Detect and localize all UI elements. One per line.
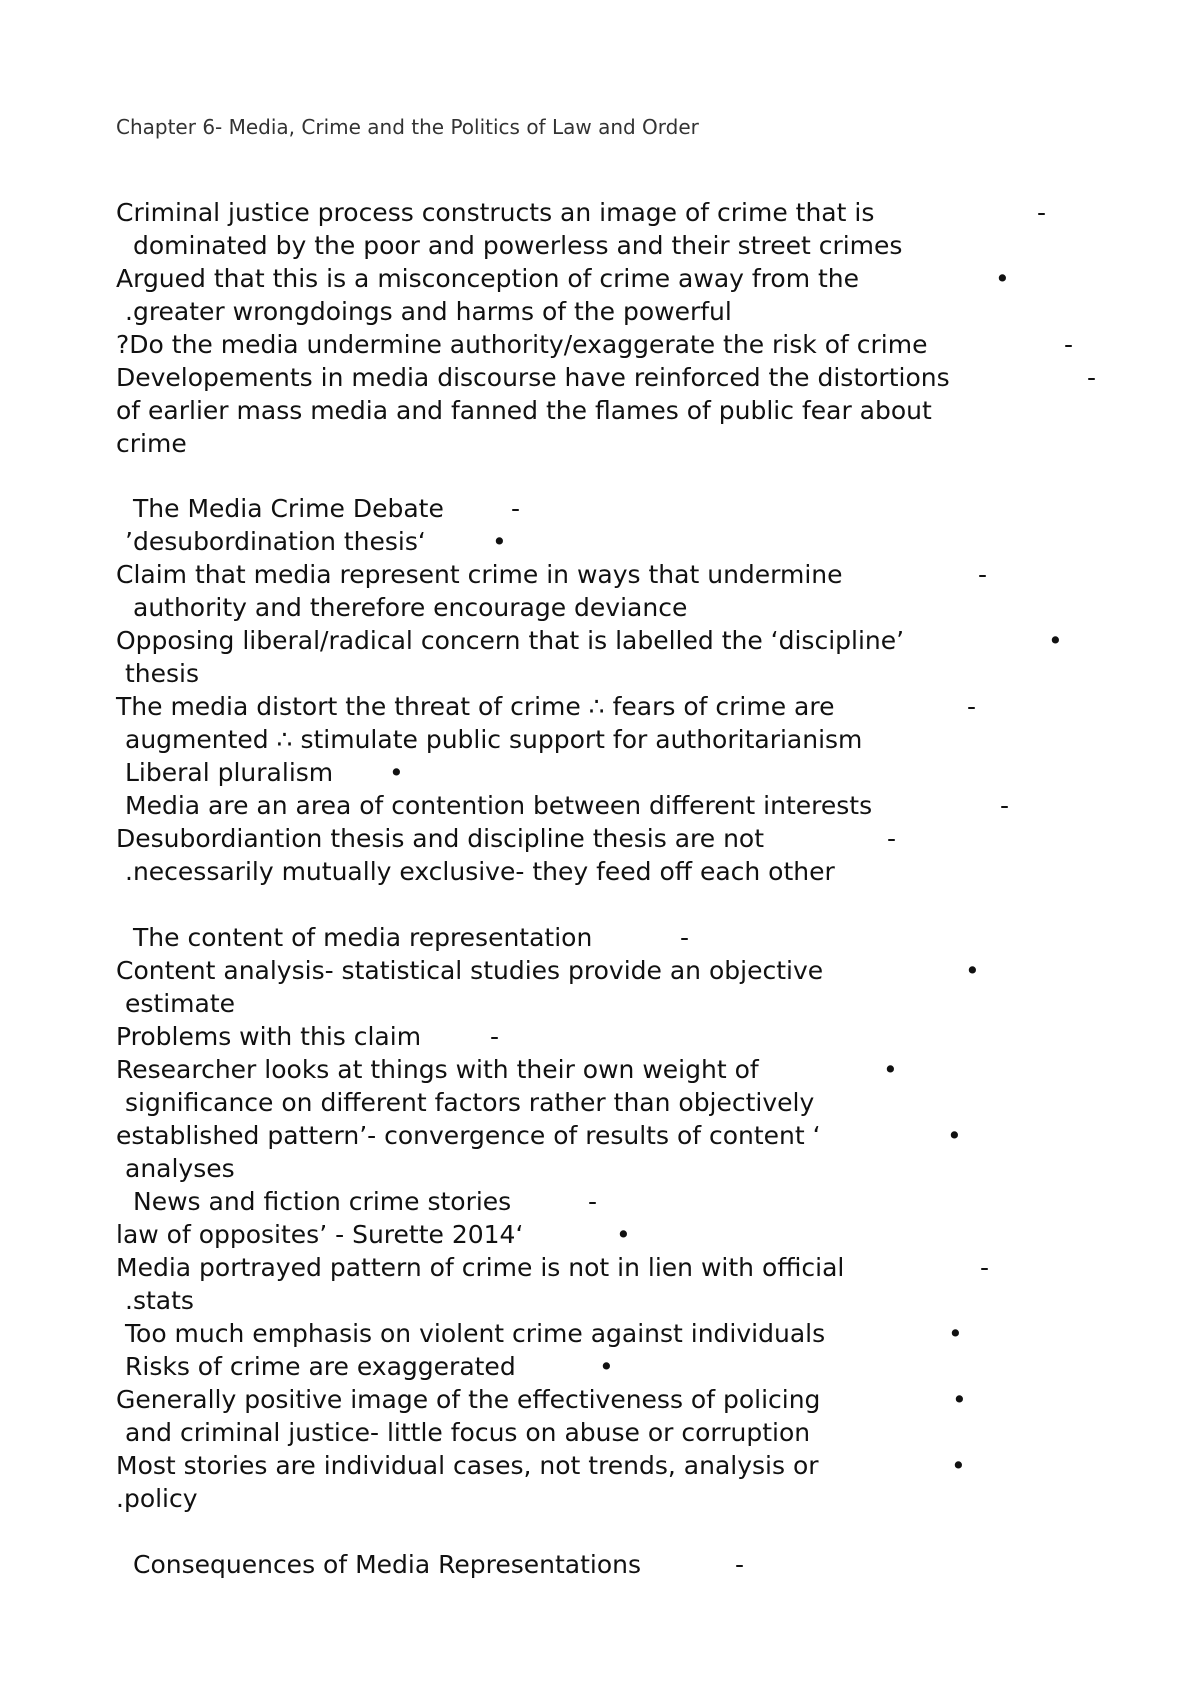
dash-marker: - [1037, 198, 1047, 227]
text-line: analyses [125, 1154, 235, 1183]
text-line: ’desubordination thesis‘ [125, 527, 426, 556]
text-line: and criminal justice- little focus on abuse or corruption [125, 1418, 811, 1447]
text-line: Problems with this claim [116, 1022, 422, 1051]
bullet-marker: • [883, 1055, 898, 1084]
dash-marker: - [967, 692, 977, 721]
dash-marker: - [1064, 330, 1074, 359]
dash-marker: - [490, 1022, 500, 1051]
dash-marker: - [735, 1550, 745, 1579]
bullet-marker: • [965, 956, 980, 985]
text-line: Criminal justice process constructs an image of crime that is [116, 198, 875, 227]
bullet-marker: • [948, 1319, 963, 1348]
text-line: of earlier mass media and fanned the flames of public fear about [116, 396, 932, 425]
section-heading: News and fiction crime stories [133, 1187, 512, 1216]
text-line: Opposing liberal/radical concern that is labelled the ‘discipline’ [116, 626, 905, 655]
text-line: crime [116, 429, 187, 458]
bullet-marker: • [599, 1352, 614, 1381]
text-line: .policy [116, 1484, 198, 1513]
text-line: Claim that media represent crime in ways that undermine [116, 560, 843, 589]
section-heading: Consequences of Media Representations [133, 1550, 642, 1579]
text-line: dominated by the poor and powerless and their street crimes [133, 231, 903, 260]
bullet-marker: • [947, 1121, 962, 1150]
text-line: Media portrayed pattern of crime is not in lien with official [116, 1253, 845, 1282]
text-line: augmented ∴ stimulate public support for authoritarianism [125, 725, 863, 754]
text-line: Risks of crime are exaggerated [125, 1352, 516, 1381]
chapter-heading: Chapter 6- Media, Crime and the Politics of Law and Order [116, 115, 699, 139]
bullet-marker: • [389, 758, 404, 787]
text-line: Desubordiantion thesis and discipline thesis are not [116, 824, 765, 853]
bullet-marker: • [1048, 626, 1063, 655]
text-line: Content analysis- statistical studies provide an objective [116, 956, 824, 985]
text-line: Developements in media discourse have reinforced the distortions [116, 363, 950, 392]
text-line: established pattern’- convergence of results of content ‘ [116, 1121, 821, 1150]
dash-marker: - [980, 1253, 990, 1282]
bullet-marker: • [995, 264, 1010, 293]
bullet-marker: • [616, 1220, 631, 1249]
text-line: Media are an area of contention between different interests [125, 791, 873, 820]
dash-marker: - [978, 560, 988, 589]
text-line: Argued that this is a misconception of crime away from the [116, 264, 860, 293]
text-line: Generally positive image of the effectiveness of policing [116, 1385, 821, 1414]
bullet-marker: • [492, 527, 507, 556]
dash-marker: - [511, 494, 521, 523]
bullet-marker: • [951, 1451, 966, 1480]
text-line: ?Do the media undermine authority/exaggerate the risk of crime [116, 330, 928, 359]
text-line: authority and therefore encourage deviance [133, 593, 688, 622]
dash-marker: - [1000, 791, 1010, 820]
section-heading: The content of media representation [133, 923, 593, 952]
text-line: Researcher looks at things with their own weight of [116, 1055, 759, 1084]
text-line: Liberal pluralism [125, 758, 334, 787]
text-line: Most stories are individual cases, not trends, analysis or [116, 1451, 819, 1480]
text-line: Too much emphasis on violent crime against individuals [125, 1319, 826, 1348]
dash-marker: - [1087, 363, 1097, 392]
dash-marker: - [588, 1187, 598, 1216]
text-line: law of opposites’ - Surette 2014‘ [116, 1220, 524, 1249]
text-line: .stats [125, 1286, 194, 1315]
section-heading: The Media Crime Debate [133, 494, 444, 523]
text-line: significance on different factors rather than objectively [125, 1088, 815, 1117]
text-line: estimate [125, 989, 236, 1018]
text-line: .necessarily mutually exclusive- they feed off each other [125, 857, 835, 886]
dash-marker: - [680, 923, 690, 952]
text-line: The media distort the threat of crime ∴ fears of crime are [116, 692, 835, 721]
dash-marker: - [887, 824, 897, 853]
text-line: thesis [125, 659, 200, 688]
text-line: .greater wrongdoings and harms of the powerful [125, 297, 732, 326]
bullet-marker: • [952, 1385, 967, 1414]
